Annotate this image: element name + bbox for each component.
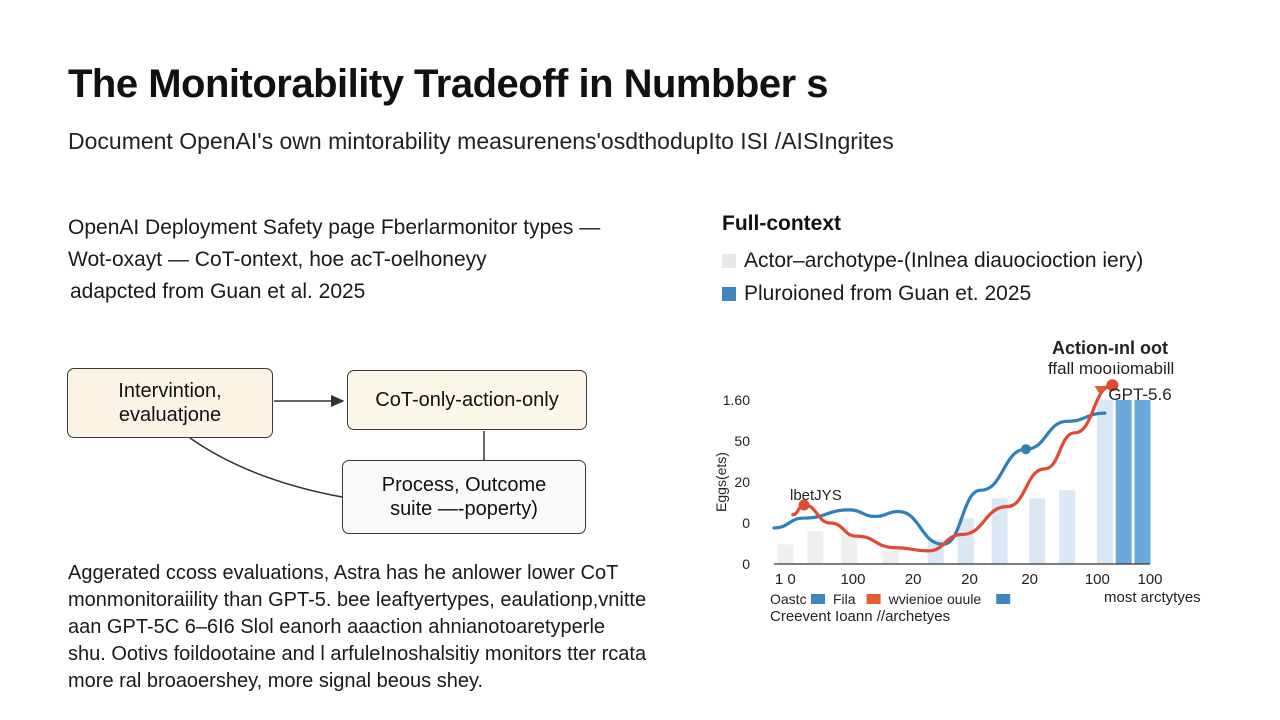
flow-box-process-outcome: [342, 460, 586, 534]
chart-bar: [841, 534, 857, 564]
legend-label: Pluroioned from Guan et. 2025: [744, 282, 1032, 305]
x-tick-label: 20: [961, 571, 978, 588]
right-note: most arctytyes: [1104, 589, 1201, 606]
x-tick-label: 20: [1021, 571, 1039, 588]
legend-item-source: [722, 282, 1031, 306]
mid-annotation: lbetJYS: [790, 487, 842, 504]
chart-bar: [1097, 400, 1113, 564]
monitorability-chart: [712, 330, 1252, 630]
y-tick-label: 1.60: [722, 392, 750, 408]
legend-title: Full-context: [722, 212, 841, 235]
intro-text: [68, 212, 668, 308]
x-tick-label: 100: [1084, 571, 1110, 588]
x-tick-label: 100: [840, 571, 866, 588]
peak-annotation: GPT-5.6: [1108, 385, 1172, 404]
flow-box-line: Process, Outcome: [381, 474, 547, 496]
chart-legend-swatch: [811, 594, 825, 604]
y-tick-label: 0: [742, 515, 750, 531]
y-tick-label: 0: [742, 556, 750, 572]
chart-bar: [777, 544, 793, 564]
chart-bar: [1029, 498, 1045, 564]
page-subtitle: Document OpenAI's own mintorability measurenens'osdthodupIto ISI /AISIngrites: [68, 128, 894, 154]
summary-line: more ral broaoershey, more signal beous shey.: [68, 670, 484, 692]
chart-bar: [807, 531, 823, 564]
chart-bar: [1134, 400, 1150, 564]
y-tick-label: 20: [734, 474, 750, 490]
connector-a-to-c: [190, 438, 342, 497]
flow-box-line: Intervintion,: [118, 380, 222, 402]
summary-line: aan GPT-5C 6–6I6 Slol eanorh aaaction ahnianotoaretyperle: [68, 616, 606, 638]
intro-line: OpenAI Deployment Safety page Fberlarmonitor types —: [68, 216, 601, 239]
flow-box-label: CoT-only-action-only: [375, 389, 559, 411]
chart-legend-swatch: [867, 594, 881, 604]
flow-box-line: evaluatjone: [118, 404, 222, 426]
series-line-blue: [774, 413, 1105, 544]
x-tick-label: 1 0: [774, 571, 796, 588]
flow-box-cot-action: [347, 370, 587, 430]
summary-line: Aggerated ccoss evaluations, Astra has he anlower lower CoT: [68, 562, 619, 584]
chart-legend-label: Oastc: [770, 591, 807, 607]
legend-swatch-gray: [722, 254, 736, 268]
legend-item-actor: [722, 249, 1143, 273]
legend-label: Actor–archotype-(Inlnea diauocioction iery): [744, 249, 1144, 272]
chart-legend-label: wvienioe ouule: [888, 591, 982, 607]
summary-line: shu. Ootivs foildootaine and l arfuleInoshalsitiy monitors tter rcata: [68, 643, 647, 665]
chart-subtitle: ffall mooıiomabill: [1048, 359, 1175, 378]
x-tick-label: 100: [1137, 571, 1163, 588]
flow-box-intervention: [67, 368, 273, 438]
summary-text: [68, 560, 668, 695]
page-title: The Monitorability Tradeoff in Numbber s: [68, 62, 829, 106]
y-tick-label: 50: [734, 433, 750, 449]
series-point: [1021, 444, 1031, 454]
summary-line: monmonitoraiility than GPT-5. bee leaftyertypes, eaulationp,vnitte: [68, 589, 647, 611]
chart-legend-label: Fila: [833, 591, 856, 607]
chart-bars: [777, 400, 1150, 564]
intro-line: Wot-oxayt — CoT-ontext, hoe acT-oelhoneyy: [68, 248, 487, 271]
chart-bar: [883, 551, 899, 564]
legend-swatch-blue: [722, 287, 736, 301]
flow-box-line: suite —-poperty): [390, 498, 538, 520]
chart-bar: [1116, 400, 1132, 564]
x-axis-label: Creevent Ioann //archetyes: [770, 608, 951, 625]
x-tick-label: 20: [904, 571, 922, 588]
chart-legend-swatch: [996, 594, 1010, 604]
intro-line: adapcted from Guan et al. 2025: [70, 280, 366, 303]
chart-bar: [1059, 490, 1075, 564]
chart-title: Action-ınl oot: [1052, 338, 1168, 358]
y-axis-label: Eggs(ets): [713, 452, 729, 512]
